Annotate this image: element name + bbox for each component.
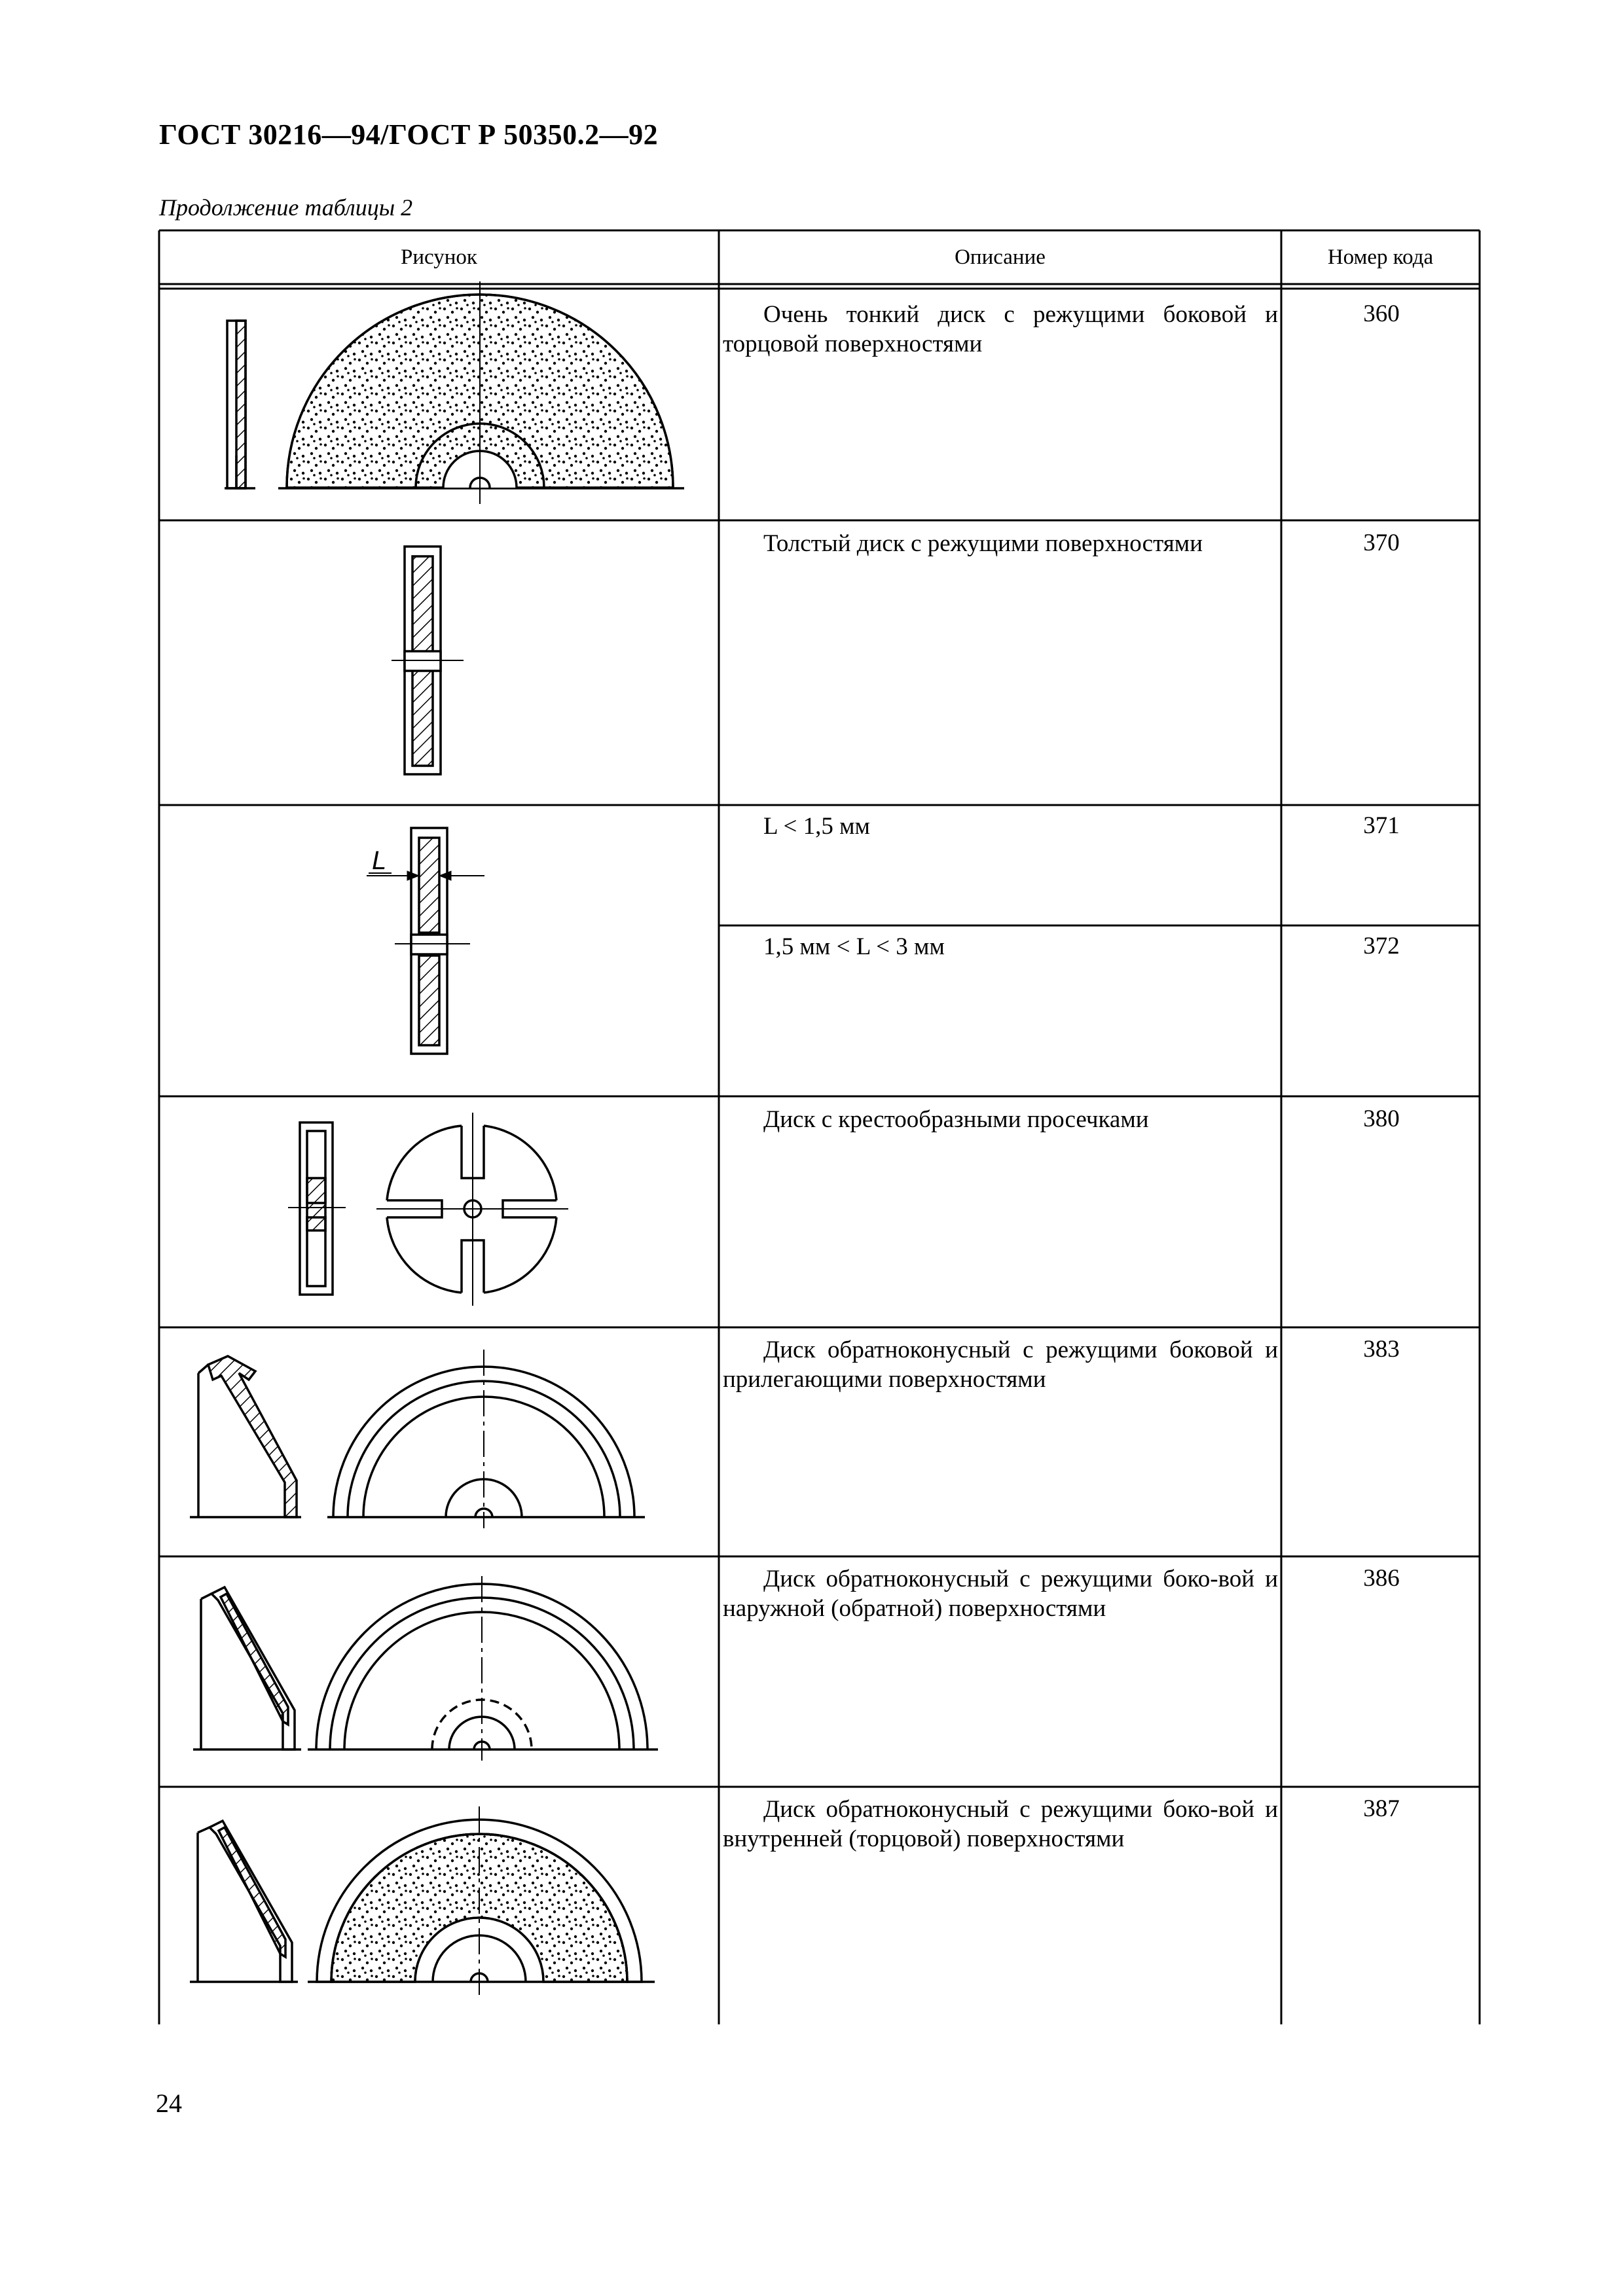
row-description-360: Очень тонкий диск с режущими боковой и торцовой поверхностями	[723, 301, 1278, 357]
page-number: 24	[156, 2089, 182, 2118]
column-header-figure: Рисунок	[401, 245, 477, 269]
document-header: ГОСТ 30216—94/ГОСТ Р 50350.2—92	[159, 118, 659, 151]
thick-disc-icon	[392, 547, 464, 774]
row-code-387: 387	[1363, 1795, 1400, 1822]
row-description-371: L < 1,5 мм	[763, 813, 870, 840]
row-code-360: 360	[1363, 300, 1400, 327]
column-header-code: Номер кода	[1327, 245, 1434, 269]
row-description-372: 1,5 мм < L < 3 мм	[763, 933, 945, 960]
row-code-383: 383	[1363, 1336, 1400, 1363]
cross-slotted-disc-icon	[288, 1113, 568, 1306]
row-description-386: Диск обратноконусный с режущими боко-вой и наружной (обратной) поверхностями	[723, 1566, 1278, 1622]
row-code-370: 370	[1363, 529, 1400, 556]
column-header-description: Описание	[955, 245, 1046, 269]
reverse-cone-disc-adjacent-icon	[190, 1350, 645, 1528]
reverse-cone-disc-outer-icon	[193, 1576, 658, 1761]
row-code-372: 372	[1363, 933, 1400, 960]
thickness-label-L: L	[372, 846, 387, 875]
row-code-371: 371	[1363, 812, 1400, 839]
row-code-386: 386	[1363, 1565, 1400, 1592]
row-description-370: Толстый диск с режущими поверхностями	[763, 530, 1203, 557]
very-thin-disc-icon	[225, 281, 684, 504]
table-caption: Продолжение таблицы 2	[159, 194, 413, 221]
row-code-380: 380	[1363, 1105, 1400, 1132]
row-description-383: Диск обратноконусный с режущими боковой и прилегающими поверхностями	[723, 1336, 1278, 1393]
row-description-380: Диск с крестообразными просечками	[763, 1106, 1149, 1133]
row-description-387: Диск обратноконусный с режущими боко-вой и внутренней (торцовой) поверхностями	[723, 1796, 1278, 1852]
reverse-cone-disc-inner-icon	[190, 1806, 655, 1995]
